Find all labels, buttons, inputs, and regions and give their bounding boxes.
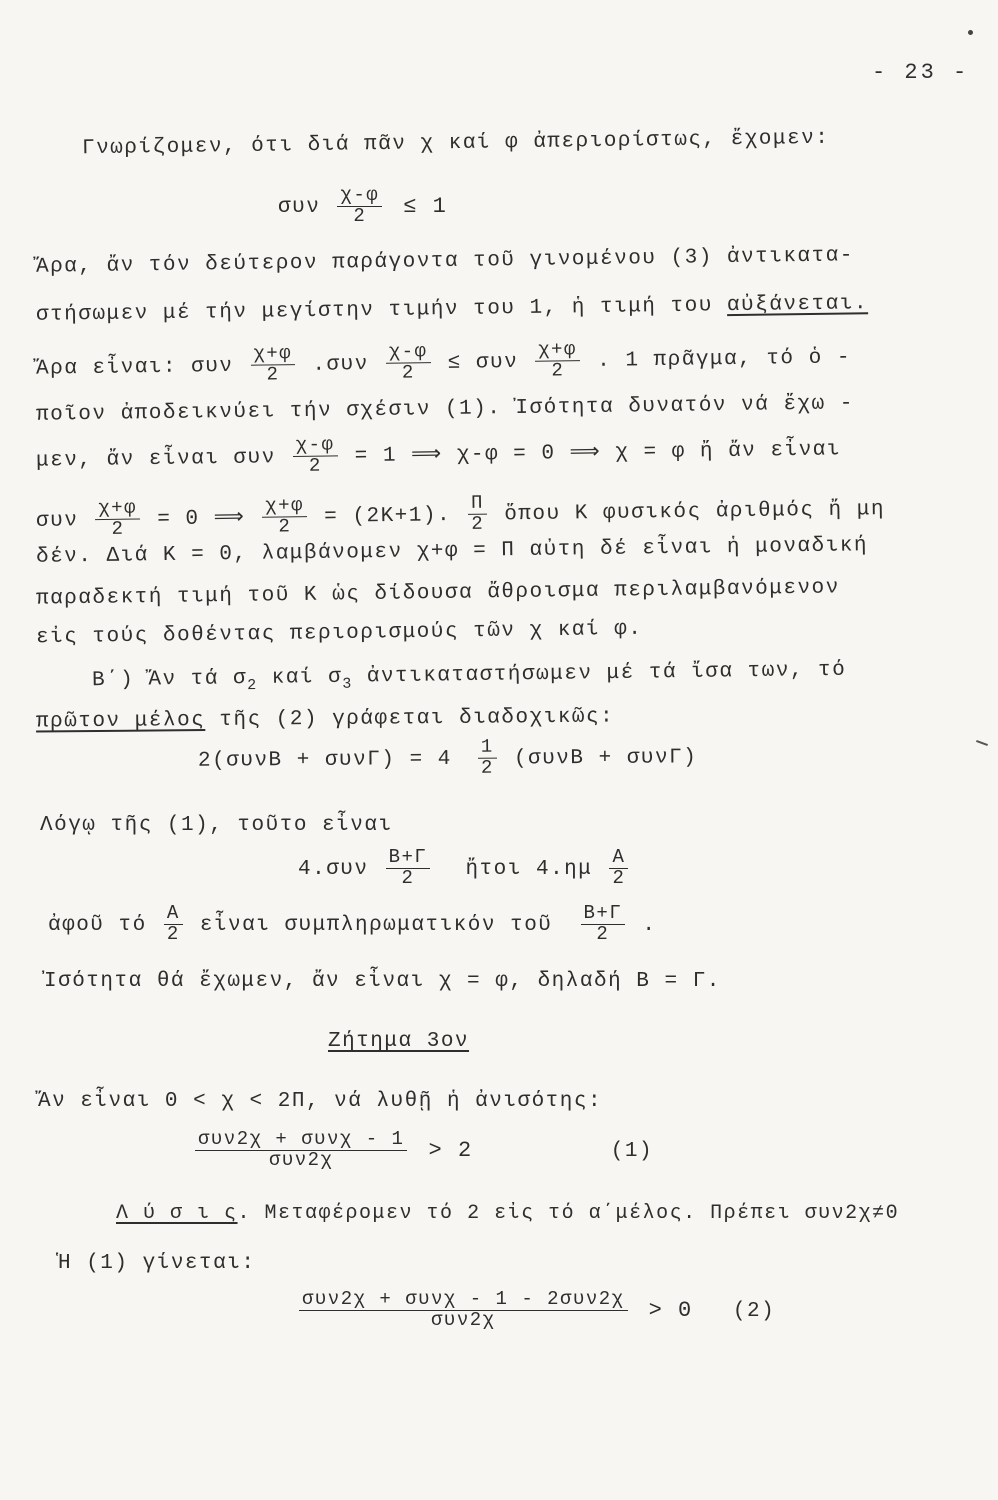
fraction-denominator: 2 [471,512,485,535]
fraction [95,498,140,539]
fraction-numerator: χ-φ [386,342,431,364]
formula-text: μεν, ἄν εἶναι συν [35,446,276,473]
fraction-denominator: 2 [596,922,610,945]
text-line-6: ποῖον ἀποδεικνύει τήν σχέσιν (1). Ἰσότητα δυνατόν νά ἔχω - [35,392,855,427]
fraction-denominator: 2 [480,756,495,779]
text-segment: Β΄) Ἄν τά σ [91,667,248,693]
formula-line-17 [48,904,656,945]
equation-number: (1) [610,1139,654,1163]
fraction-denominator: 2 [353,204,367,227]
fraction-denominator: 2 [166,922,180,945]
text-line-11: εἰς τούς δοθέντας περιορισμούς τῶν χ καί φ. [35,617,643,650]
equation-number: (2) [732,1299,776,1323]
fraction-denominator: 2 [308,454,322,477]
subscript: 3 [342,675,353,693]
subscript: 2 [247,676,258,695]
fraction [293,435,338,476]
fraction-numerator: Α [609,848,628,869]
fraction-numerator: 1 [478,738,497,759]
formula-text: > 0 [648,1297,693,1323]
fraction [262,496,307,537]
fraction [164,904,183,945]
scan-mark [976,740,988,746]
formula-text: ≤ 1 [403,193,448,219]
formula-text: = (2Κ+1). [324,504,452,529]
text-line-4 [36,292,868,327]
formula-text: .συν [312,353,369,377]
fraction-numerator: χ+φ [250,344,295,366]
text-segment: . Μεταφέρομεν τό 2 εἰς τό α΄μέλος. Πρέπει συν2χ≠0 [237,1202,900,1225]
fraction-numerator: χ+φ [535,340,580,362]
formula-text: 4.συν [298,857,369,881]
formula-inequality-1 [192,1130,653,1171]
text-line-15: Λόγῳ τῆς (1), τοῦτο εἶναι [40,814,393,837]
scan-speck [968,30,973,35]
formula-text: = 1 ⟹ χ-φ = 0 ⟹ χ = φ ἤ ἄν εἶναι [354,438,842,469]
formula-inequality-2 [296,1290,775,1331]
formula-text: (συνΒ + συνΓ) [513,746,698,771]
fraction-numerator: χ+φ [262,496,307,518]
formula-line-7 [36,428,841,480]
text-line-13 [36,705,614,733]
fraction-numerator: Α [164,904,183,925]
formula-text: ἀφοῦ τό [48,913,147,937]
fraction-denominator: 2 [612,866,626,889]
formula-line-14 [198,736,698,780]
text-line-9: δέν. Διά Κ = 0, λαμβάνομεν χ+φ = Π αὐτη δέ εἶναι ἡ μοναδική [35,534,869,569]
text-line-22: Ἡ (1) γίνεται: [58,1252,256,1275]
formula-text: Ἄρα εἶναι: συν [35,354,234,381]
fraction [609,848,628,889]
formula-text: ἤτοι 4.ημ [465,857,593,881]
text-segment: τῆς (2) γράφεται διαδοχικῶς: [205,705,615,733]
fraction-numerator: Π [468,494,487,515]
fraction-numerator: συν2χ + συνχ - 1 - 2συν2χ [299,1290,628,1311]
fraction-denominator: συν2χ [431,1308,496,1331]
fraction [581,904,626,945]
formula-text: . 1 πρᾶγμα, τό ὁ - [597,346,852,373]
fraction-denominator: 2 [278,515,292,538]
underlined-text: πρῶτον μέλος [35,709,206,734]
underlined-text: Λ ύ σ ι ς [116,1202,238,1225]
text-segment: καί σ [257,665,343,690]
fraction-denominator: 2 [266,363,280,386]
fraction [535,340,580,381]
text-line-3: Ἄρα, ἄν τόν δεύτερον παράγοντα τοῦ γινομένου (3) ἀντικατα- [35,244,855,279]
fraction-numerator: συν2χ + συνχ - 1 [195,1130,407,1151]
fraction [299,1290,628,1331]
formula-text: συν [35,509,79,533]
formula-line-16 [298,848,631,889]
fraction [386,848,431,889]
text-line-12 [92,659,847,697]
text-segment: στήσωμεν μέ τήν μεγίστην τιμήν του 1, ἡ τιμή του [35,294,714,327]
underlined-text: αὐξάνεται. [726,292,869,318]
fraction [468,491,487,535]
formula-text: εἶναι συμπληρωματικόν τοῦ [199,913,553,937]
text-line-10: παραδεκτή τιμή τοῦ Κ ὡς δίδουσα ἄθροισμα περιλαμβανόμενον [35,576,840,611]
formula-text: ≤ συν [447,350,519,375]
section-heading: Ζήτημα 3ον [328,1030,470,1053]
fraction-numerator: χ+φ [95,498,140,520]
fraction-numerator: Β+Γ [581,904,626,925]
formula-text: συν [278,195,321,219]
formula-line-5 [36,336,852,388]
fraction-denominator: 2 [401,361,416,384]
formula-text: ὅπου Κ φυσικός ἀριθμός ἤ μη [504,498,886,527]
fraction [386,342,431,383]
formula-text: = 0 ⟹ [157,506,246,532]
formula-line-8 [36,488,886,541]
fraction [195,1130,407,1171]
fraction-numerator: Β+Γ [386,848,431,869]
page-number: - 23 - [872,60,970,85]
fraction [337,186,382,227]
text-line-1: Γνωρίζομεν, ότι διά πᾶν χ καί φ ἀπεριορίστως, ἔχομεν: [81,126,830,161]
fraction-numerator: χ-φ [337,186,382,207]
text-line-18: Ἰσότητα θά ἔχωμεν, ἄν εἶναι χ = φ, δηλαδή Β = Γ. [44,970,721,993]
fraction-denominator: 2 [111,517,125,540]
formula-text: . [642,913,657,937]
text-line-21 [116,1202,899,1225]
formula-text: 2(συνΒ + συνΓ) = 4 [197,747,452,773]
fraction [478,735,497,779]
formula-text: > 2 [428,1137,473,1163]
fraction-denominator: 2 [551,359,565,382]
text-line-19: Ἄν εἶναι 0 < χ < 2Π, νά λυθῇ ἡ ἀνισότης: [38,1090,603,1113]
fraction [250,344,295,385]
fraction-numerator: χ-φ [293,435,338,457]
fraction-denominator: συν2χ [268,1148,334,1171]
formula-cos-bound [278,186,451,227]
fraction-denominator: 2 [401,866,415,889]
text-segment: ἀντικαταστήσωμεν μέ τά ἴσα των, τό [352,658,847,689]
